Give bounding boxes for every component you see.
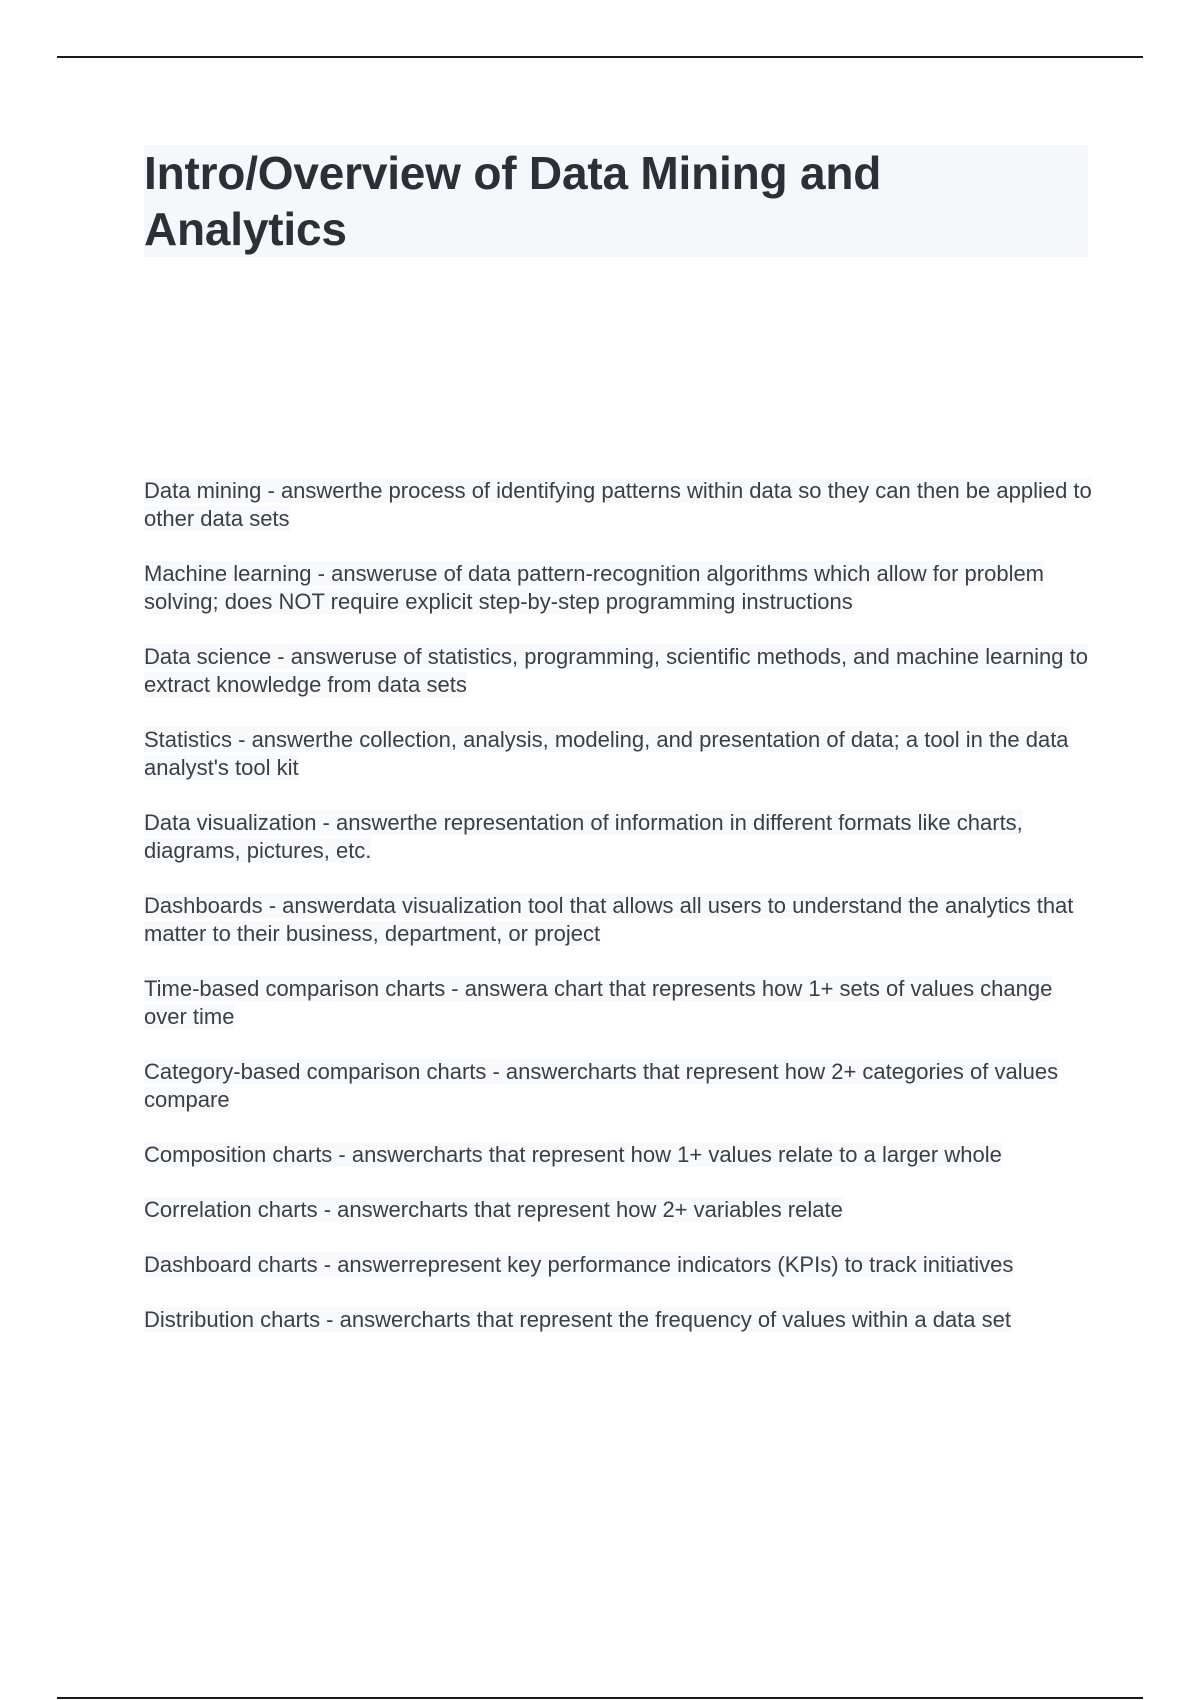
definition-text: Dashboards - answerdata visualization tool that allows all users to understand the analytics that matter to their business, department, or project (144, 893, 1074, 946)
definition-text: Category-based comparison charts - answercharts that represent how 2+ categories of values compare (144, 1059, 1059, 1112)
definition-item (144, 975, 1094, 1031)
definition-text: Distribution charts - answercharts that represent the frequency of values within a data set (144, 1307, 1011, 1332)
definition-text: Statistics - answerthe collection, analysis, modeling, and presentation of data; a tool in the data analyst's tool kit (144, 727, 1069, 780)
definition-item (144, 1141, 1094, 1169)
definition-text: Data mining - answerthe process of identifying patterns within data so they can then be applied to other data sets (144, 478, 1092, 531)
definition-item (144, 560, 1094, 616)
definition-text: Data science - answeruse of statistics, programming, scientific methods, and machine learning to extract knowledge from data sets (144, 644, 1088, 697)
definition-item (144, 892, 1094, 948)
title-block (144, 145, 1088, 257)
definition-text: Data visualization - answerthe representation of information in different formats like charts, diagrams, pictures, etc. (144, 810, 1023, 863)
top-rule (57, 56, 1143, 58)
definition-item (144, 1196, 1094, 1224)
bottom-rule (57, 1697, 1143, 1699)
definition-item (144, 1251, 1094, 1279)
definition-item (144, 477, 1094, 533)
definition-text: Dashboard charts - answerrepresent key performance indicators (KPIs) to track initiatives (144, 1252, 1014, 1277)
definition-list (144, 477, 1094, 1361)
definition-text: Correlation charts - answercharts that represent how 2+ variables relate (144, 1197, 843, 1222)
page-title: Intro/Overview of Data Mining and Analytics (144, 147, 882, 255)
definition-text: Machine learning - answeruse of data pattern-recognition algorithms which allow for problem solving; does NOT require explicit step-by-step programming instructions (144, 561, 1045, 614)
definition-item (144, 1306, 1094, 1334)
definition-item (144, 1058, 1094, 1114)
definition-item (144, 726, 1094, 782)
definition-item (144, 809, 1094, 865)
definition-item (144, 643, 1094, 699)
definition-text: Composition charts - answercharts that represent how 1+ values relate to a larger whole (144, 1142, 1002, 1167)
definition-text: Time-based comparison charts - answera chart that represents how 1+ sets of values change over time (144, 976, 1053, 1029)
